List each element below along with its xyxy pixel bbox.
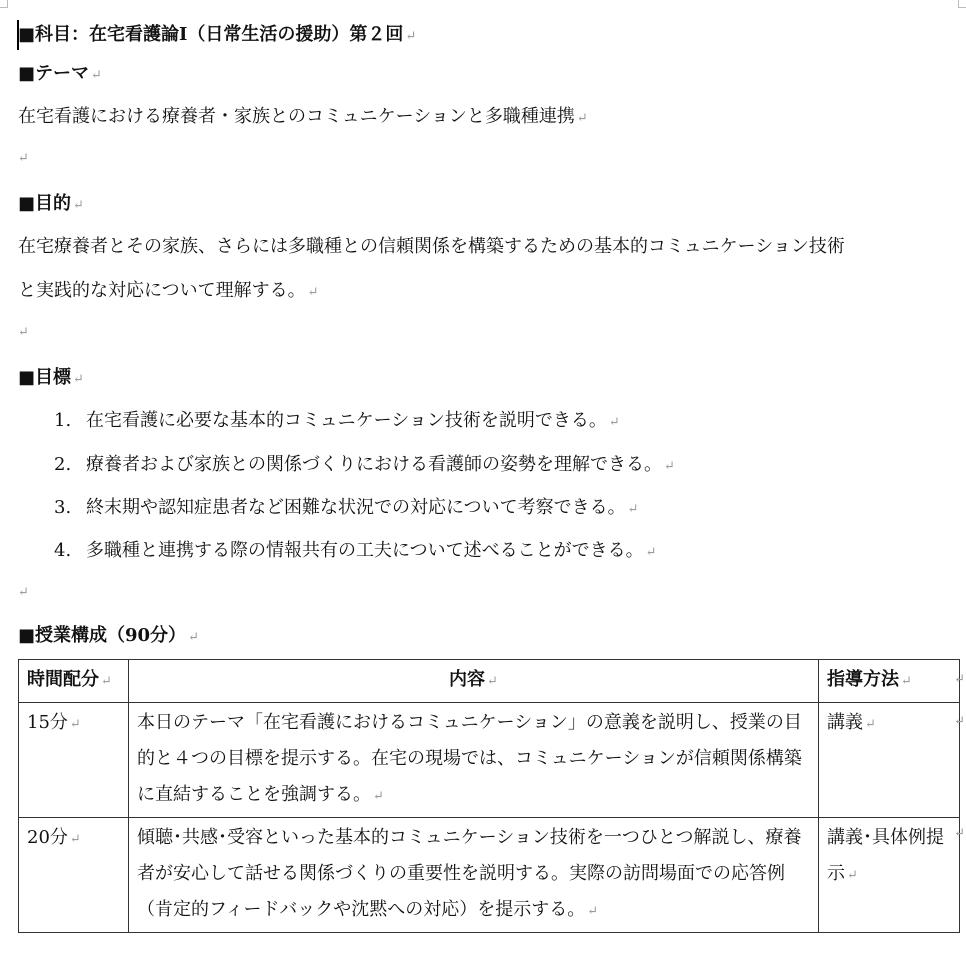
structure-heading[interactable] xyxy=(18,624,199,650)
header-time-label: 時間配分 xyxy=(27,669,99,690)
goal-text: 終末期や認知症患者など困難な状況での対応について考察できる。 xyxy=(86,497,626,518)
header-method-label: 指導方法 xyxy=(827,669,899,690)
paragraph-mark: ↵ xyxy=(405,29,417,44)
goal-text: 在宅看護に必要な基本的コミュニケーション技術を説明できる。 xyxy=(86,410,607,431)
header-time-cell[interactable] xyxy=(19,660,129,703)
method-value: 講義 xyxy=(827,712,863,733)
empty-paragraph[interactable] xyxy=(18,145,29,171)
purpose-text: 在宅療養者とその家族、さらには多職種との信頼関係を構築するための基本的コミュニケーション技術 xyxy=(18,236,845,257)
header-method-cell[interactable] xyxy=(819,660,960,703)
goal-list-item[interactable] xyxy=(54,496,639,522)
cell-mark: ↵ xyxy=(101,674,112,689)
cell-mark: ↵ xyxy=(487,674,498,689)
goal-number: 4. xyxy=(54,540,72,561)
goal-list-item[interactable] xyxy=(54,539,657,565)
method-cell[interactable] xyxy=(819,818,960,933)
cell-mark: ↵ xyxy=(587,904,599,919)
goal-list-item[interactable] xyxy=(54,409,620,435)
subject-text: ■科目：在宅看護論Ⅰ（日常生活の援助）第２回 xyxy=(18,24,404,45)
cell-mark: ↵ xyxy=(847,868,858,883)
time-cell[interactable] xyxy=(19,703,129,818)
subject-heading[interactable] xyxy=(18,23,416,49)
paragraph-mark: ↵ xyxy=(608,415,620,430)
content-cell[interactable] xyxy=(129,703,819,818)
paragraph-mark: ↵ xyxy=(18,325,29,340)
header-content-label: 内容 xyxy=(449,669,486,690)
cell-mark: ↵ xyxy=(69,832,81,847)
structure-heading-text: ■授業構成（90分） xyxy=(18,625,187,646)
table-row xyxy=(19,703,960,818)
theme-text: 在宅看護における療養者・家族とのコミュニケーションと多職種連携 xyxy=(18,106,575,127)
goal-text: 療養者および家族との関係づくりにおける看護師の姿勢を理解できる。 xyxy=(86,454,662,475)
header-content-cell[interactable] xyxy=(129,660,819,703)
empty-paragraph[interactable] xyxy=(18,579,29,605)
paragraph-mark: ↵ xyxy=(627,502,639,517)
row-end-mark: ↵ xyxy=(954,672,965,687)
paragraph-mark: ↵ xyxy=(664,459,675,474)
goal-list-item[interactable] xyxy=(54,453,675,479)
cell-mark: ↵ xyxy=(373,789,384,804)
paragraph-mark: ↵ xyxy=(645,545,657,560)
cell-mark: ↵ xyxy=(865,717,876,732)
paragraph-mark: ↵ xyxy=(91,68,102,83)
paragraph-mark: ↵ xyxy=(73,198,84,213)
goals-heading[interactable] xyxy=(18,366,84,392)
theme-heading-text: ■テーマ xyxy=(18,63,90,84)
page-corner-mark xyxy=(958,0,966,8)
purpose-heading-text: ■目的 xyxy=(18,193,72,214)
paragraph-mark: ↵ xyxy=(307,285,319,300)
goal-number: 3. xyxy=(54,497,72,518)
purpose-text: と実践的な対応について理解する。 xyxy=(18,280,306,301)
lesson-plan-table xyxy=(18,659,960,933)
paragraph-mark: ↵ xyxy=(73,372,84,387)
purpose-heading[interactable] xyxy=(18,192,84,218)
method-cell[interactable] xyxy=(819,703,960,818)
purpose-paragraph-line[interactable] xyxy=(18,235,845,259)
paragraph-mark: ↵ xyxy=(18,151,29,166)
purpose-paragraph-line[interactable] xyxy=(18,279,319,305)
paragraph-mark: ↵ xyxy=(576,111,588,126)
time-cell[interactable] xyxy=(19,818,129,933)
content-text: 本日のテーマ「在宅看護におけるコミュニケーション」の意義を説明し、授業の目的と４つの目標を提示する。在宅の現場では、コミュニケーションが信頼関係構築に直結することを強調する。 xyxy=(137,712,802,805)
time-value: 15分 xyxy=(27,712,68,733)
method-value: 講義･具体例提示 xyxy=(827,827,944,884)
table-row xyxy=(19,818,960,933)
time-value: 20分 xyxy=(27,827,68,848)
paragraph-mark: ↵ xyxy=(18,585,29,600)
goal-number: 2. xyxy=(54,454,72,475)
goal-number: 1. xyxy=(54,410,72,431)
cell-mark: ↵ xyxy=(69,717,81,732)
paragraph-mark: ↵ xyxy=(188,630,199,645)
empty-paragraph[interactable] xyxy=(18,319,29,345)
goal-text: 多職種と連携する際の情報共有の工夫について述べることができる。 xyxy=(86,540,644,561)
content-cell[interactable] xyxy=(129,818,819,933)
theme-heading[interactable] xyxy=(18,62,102,88)
table-header-row xyxy=(19,660,960,703)
goals-heading-text: ■目標 xyxy=(18,367,72,388)
page-corner-mark xyxy=(0,0,8,8)
theme-paragraph[interactable] xyxy=(18,105,588,131)
row-end-mark: ↵ xyxy=(954,826,965,841)
content-text: 傾聴･共感･受容といった基本的コミュニケーション技術を一つひとつ解説し、療養者が安心して話せる関係づくりの重要性を説明する。実際の訪問場面での応答例（肯定的フィードバックや沈黙への対応）を提示する。 xyxy=(137,827,802,920)
row-end-mark: ↵ xyxy=(954,714,965,729)
cell-mark: ↵ xyxy=(901,674,912,689)
